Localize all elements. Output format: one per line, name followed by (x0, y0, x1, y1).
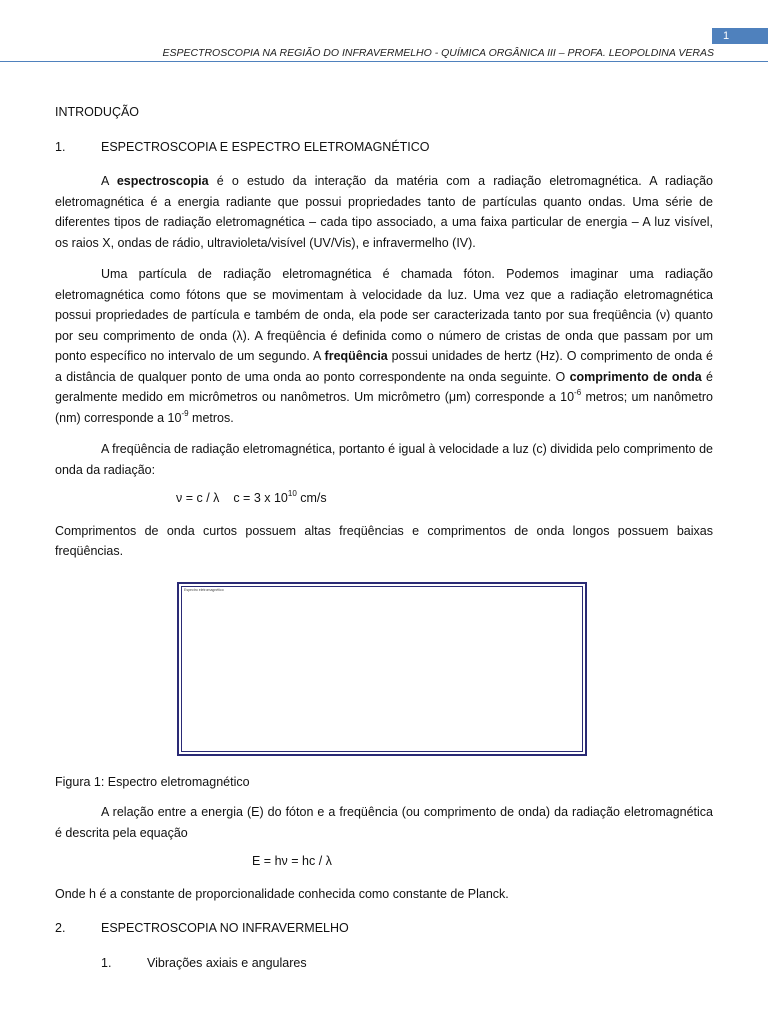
section-2-number: 2. (55, 921, 66, 935)
page-number: 1 (712, 28, 768, 44)
term-espectroscopia: espectroscopia (116, 174, 209, 188)
paragraph-energy-relation: A relação entre a energia (E) do fóton e a freqüência (ou comprimento de onda) da radiação eletromagnética é descrita pela equação (55, 805, 713, 840)
paragraph-planck: Onde h é a constante de proporcionalidade conhecida como constante de Planck. (55, 886, 509, 901)
subsection-1-title: Vibrações axiais e angulares (147, 955, 307, 970)
section-1-number: 1. (55, 139, 66, 154)
figure-inner-label: Espectro eletromagnético (184, 587, 224, 592)
figure-electromagnetic-spectrum (177, 582, 587, 756)
paragraph-spectroscopy-definition: A espectroscopia é o estudo da interação da matéria com a radiação eletromagnética. A radiação eletromagnética é a energia radiante que possui propriedades tanto de partículas quanto ondas. Uma série de diferentes tipos de radiação eletromagnética – cada tipo associado, a uma faixa particular de energia – A luz visível, os raios X, ondas de rádio, ultravioleta/visível (UV/Vis), e infravermelho (IV). (55, 174, 713, 250)
section-1-title: ESPECTROSCOPIA E ESPECTRO ELETROMAGNÉTICO (101, 139, 430, 154)
document-body (55, 102, 713, 973)
figure-inner-frame (181, 586, 583, 752)
introduction-heading: INTRODUÇÃO (55, 105, 140, 119)
term-comprimento-de-onda: comprimento de onda (569, 369, 702, 384)
equation-frequency: ν = c / λ c = 3 x $10^{10}$ cm/s (176, 489, 327, 505)
section-2-heading (55, 918, 713, 939)
equation-energy: E = hν = hc / λ (252, 854, 332, 868)
section-1-heading (55, 137, 713, 158)
term-frequencia: freqüência (324, 349, 388, 363)
paragraph-frequency-relation: A freqüência de radiação eletromagnética, portanto é igual à velocidade a luz (c) dividida pelo comprimento de onda da radiação: (55, 442, 713, 477)
running-header: ESPECTROSCOPIA NA REGIÃO DO INFRAVERMELHO - QUÍMICA ORGÂNICA III – PROFA. LEOPOLDINA VERAS (162, 47, 714, 59)
paragraph-wavelength-frequency: Comprimentos de onda curtos possuem altas freqüências e comprimentos de onda longos possuem baixas freqüências. (55, 523, 713, 558)
section-2-title: ESPECTROSCOPIA NO INFRAVERMELHO (101, 921, 349, 935)
subsection-1-number: 1. (101, 955, 112, 970)
paragraph-photon: Uma partícula de radiação eletromagnética é chamada fóton. Podemos imaginar uma radiação eletromagnética como fótons que se movimentam à velocidade da luz. Uma vez que a radiação eletromagnética possui propriedades de partícula e também de onda, ela pode ser caracterizada tanto por sua freqüência (ν) quanto por seu comprimento de onda (λ). A freqüência é definida como o número de cristas de onda que passam por um ponto específico no intervalo de um segundo. A freqüência possui unidades de hertz (Hz). O comprimento de onda é a distância de qualquer ponto de uma onda ao ponto correspondente na onda seguinte. O comprimento de onda é geralmente medido em micrômetros ou nanômetros. Um micrômetro (μm) corresponde a $10^{-6}$ metros; um nanômetro (nm) corresponde a $10^{-9}$ metros. (55, 267, 713, 425)
figure-caption: Figura 1: Espectro eletromagnético (55, 774, 250, 789)
subsection-1-heading (55, 953, 713, 974)
header-rule (0, 61, 768, 62)
